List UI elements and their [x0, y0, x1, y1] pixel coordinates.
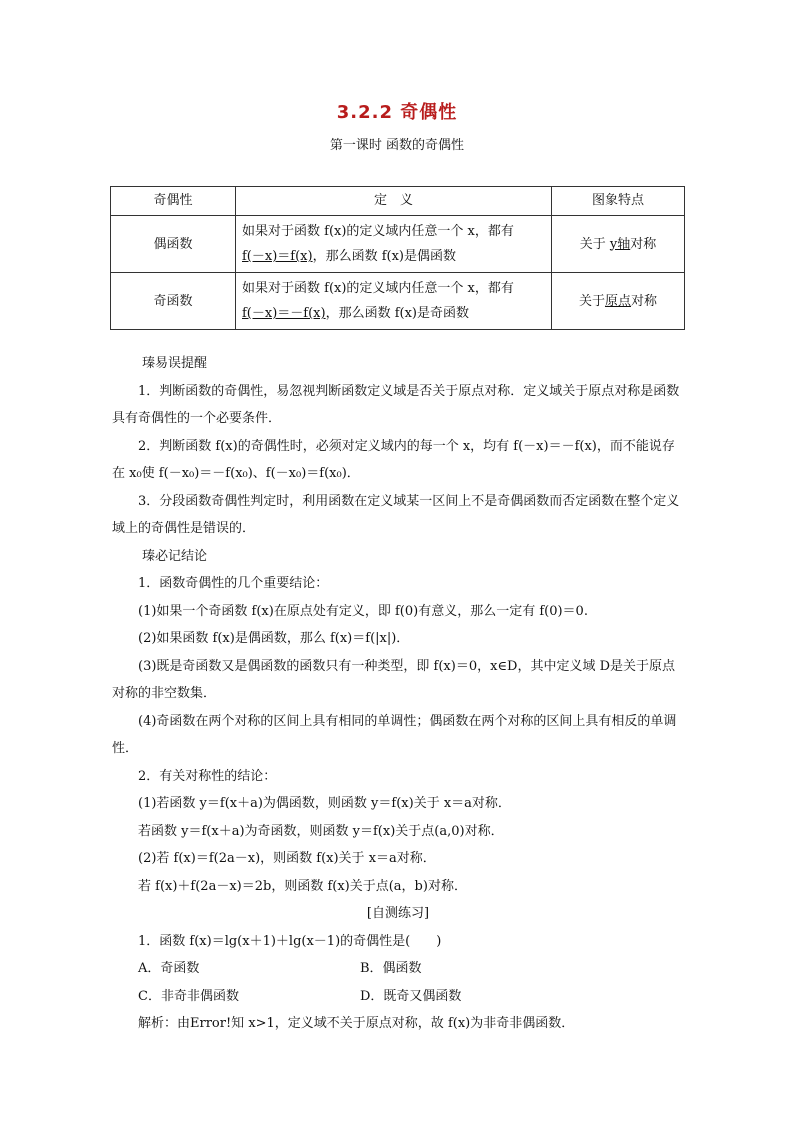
conclusion-item: (2)如果函数 f(x)是偶函数，那么 f(x)＝f(|x|)． [138, 631, 410, 646]
analysis-text: 解析：由Error!知 x>1，定义域不关于原点对称，故 f(x)为非奇非偶函数． [138, 1016, 575, 1031]
feature-prefix: 关于 [578, 293, 605, 309]
body-text [112, 350, 684, 1038]
row-feature-cell [552, 216, 685, 273]
feature-suffix: 对称 [631, 293, 658, 309]
conclusion-item: (2)若 f(x)＝f(2a－x)，则函数 f(x)关于 x＝a对称． [138, 851, 436, 866]
table-row [111, 216, 685, 273]
practice-heading: [自测练习] [366, 906, 430, 921]
answer-options [112, 983, 684, 1011]
table-header-cell: 奇偶性 [111, 187, 236, 216]
answer-option: B．偶函数 [360, 961, 422, 976]
row-type-cell: 奇函数 [111, 273, 236, 330]
practice-question: 1．函数 f(x)＝lg(x＋1)＋lg(x－1)的奇偶性是( ) [138, 933, 442, 949]
mistake-item: 2．判断函数 f(x)的奇偶性时，必须对定义域内的每一个 x，均有 f(－x)＝－f(x)，而不能说存在 x₀使 f(－x₀)＝－f(x₀)、f(－x₀)＝f(x₀)． [112, 438, 675, 481]
table-header-row [111, 187, 685, 216]
mistake-item: 1．判断函数的奇偶性，易忽视判断函数定义域是否关于原点对称．定义域关于原点对称是函数具有奇偶性的一个必要条件． [112, 383, 680, 426]
row-feature-cell [552, 273, 685, 330]
table-header-cell: 图象特点 [552, 187, 685, 216]
answer-options [112, 955, 684, 983]
feature-suffix: 对称 [630, 236, 657, 252]
section-title: 3.2.2 奇偶性 [336, 102, 458, 123]
answer-option: A．奇函数 [138, 961, 200, 976]
table-row [111, 273, 685, 330]
conclusion-item: (3)既是奇函数又是偶函数的函数只有一种类型，即 f(x)＝0，x∈D，其中定义域 D是关于原点对称的非空数集． [112, 658, 676, 701]
table-header-cell: 定 义 [236, 187, 552, 216]
definition-line: 如果对于函数 f(x)的定义域内任意一个 x，都有 [242, 224, 514, 239]
conclusion-section-title: 1．函数奇偶性的几个重要结论： [138, 576, 329, 591]
conclusion-item: (1)若函数 y＝f(x＋a)为偶函数，则函数 y＝f(x)关于 x＝a对称． [138, 796, 511, 811]
definition-table [110, 186, 685, 330]
row-definition-cell [236, 216, 552, 273]
definition-line: 如果对于函数 f(x)的定义域内任意一个 x，都有 [242, 281, 514, 296]
feature-answer: 原点 [604, 293, 631, 309]
mistake-item: 3．分段函数奇偶性判定时，利用函数在定义域某一区间上不是奇偶函数而否定函数在整个定义域上的奇偶性是错误的． [112, 493, 680, 536]
conclusion-item: (4)奇函数在两个对称的区间上具有相同的单调性；偶函数在两个对称的区间上具有相反的单调性． [112, 713, 677, 756]
feature-prefix: 关于 [579, 236, 610, 252]
conclusion-section-title: 2．有关对称性的结论： [138, 768, 277, 784]
definition-line [242, 244, 545, 269]
definition-condition: f(－x)＝－f(x) [242, 306, 326, 321]
answer-option: C．非奇非偶函数 [138, 988, 239, 1004]
answer-option: D．既奇又偶函数 [360, 988, 462, 1004]
definition-condition: f(－x)＝f(x) [242, 249, 313, 264]
definition-conclusion: ，那么函数 f(x)是偶函数 [312, 249, 456, 264]
conclusion-item: 若函数 y＝f(x＋a)为奇函数，则函数 y＝f(x)关于点(a,0)对称． [138, 823, 504, 839]
feature-answer: y轴 [609, 236, 631, 252]
definition-conclusion: ，那么函数 f(x)是奇函数 [325, 306, 469, 321]
conclusion-item: (1)如果一个奇函数 f(x)在原点处有定义，即 f(0)有意义，那么一定有 f(0)＝0. [138, 603, 588, 619]
row-definition-cell [236, 273, 552, 330]
conclusion-item: 若 f(x)＋f(2a－x)＝2b，则函数 f(x)关于点(a，b)对称． [138, 878, 467, 894]
row-type-cell: 偶函数 [111, 216, 236, 273]
definition-line [242, 301, 545, 326]
lesson-subtitle: 第一课时 函数的奇偶性 [329, 138, 465, 153]
mistakes-heading: 瑧易误提醒 [142, 356, 208, 371]
conclusions-heading: 瑧必记结论 [142, 548, 208, 564]
